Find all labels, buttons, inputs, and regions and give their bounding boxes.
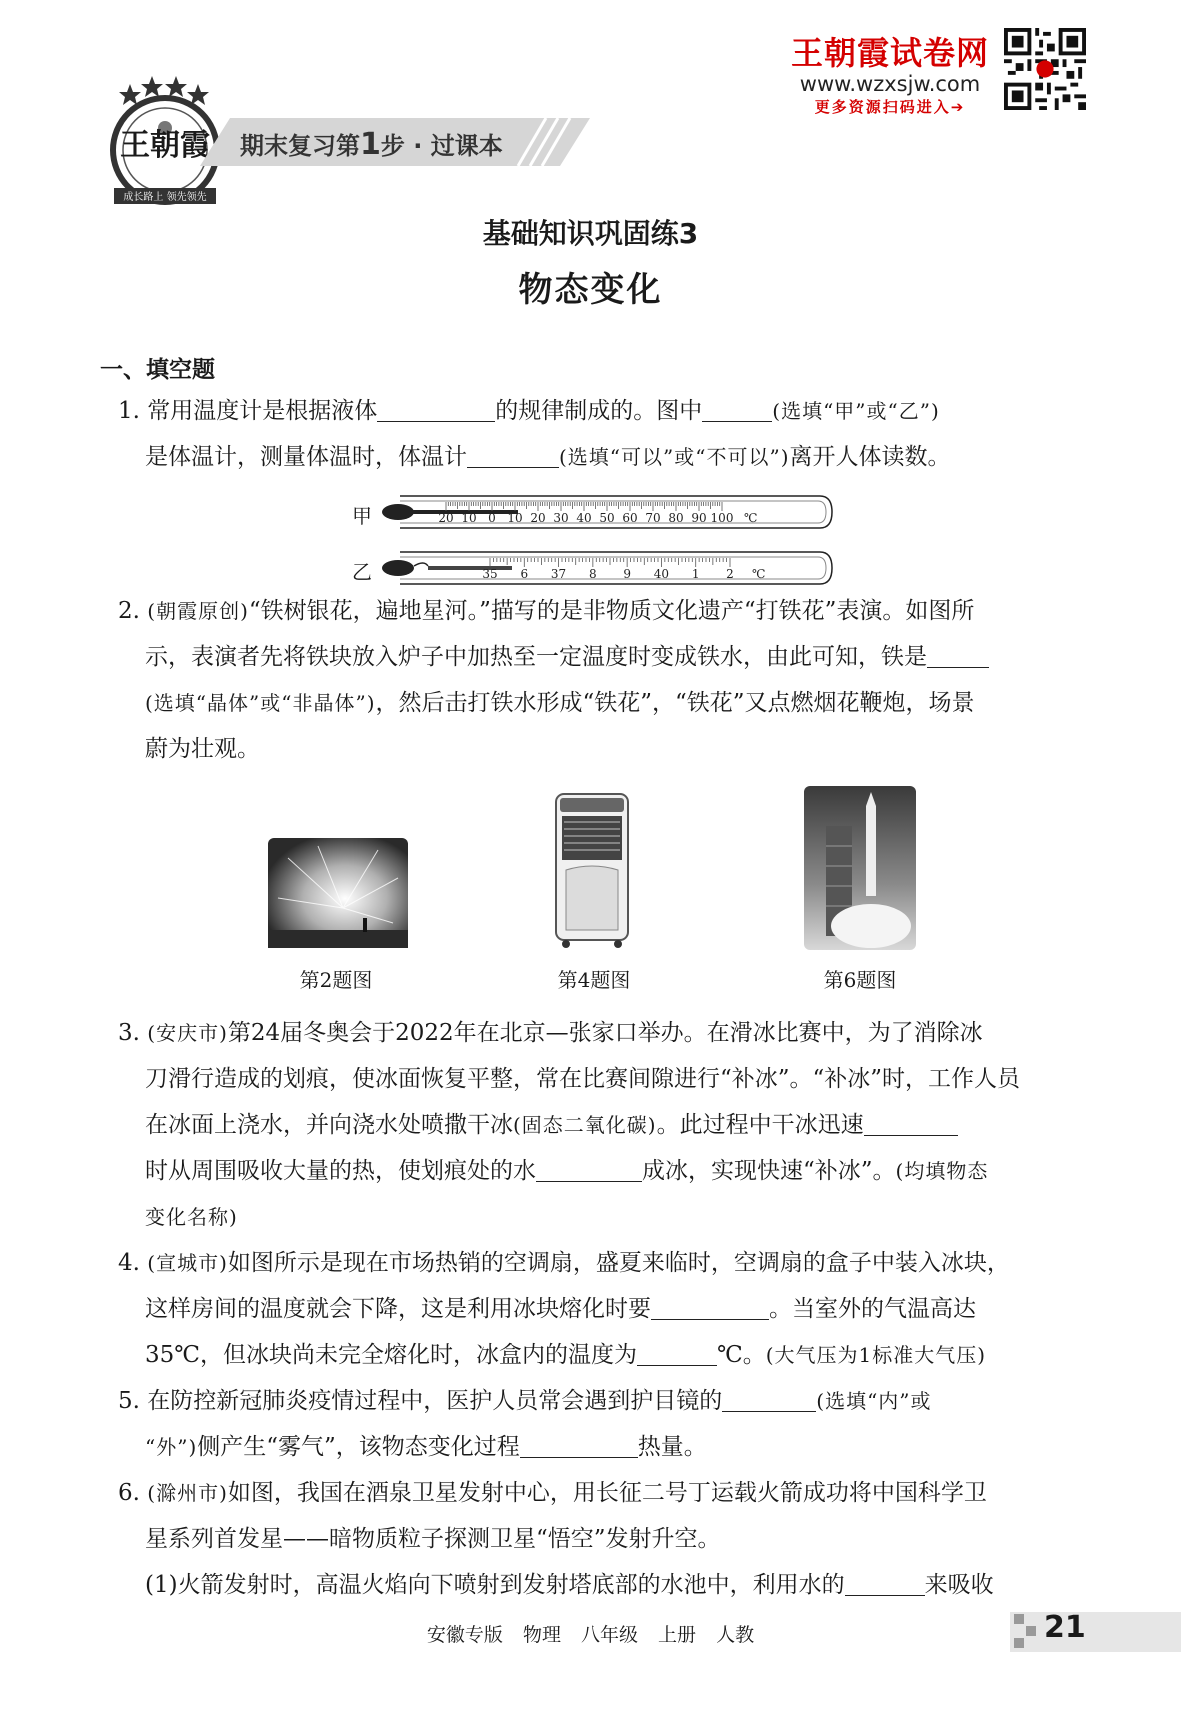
q5-text: 5. 在防控新冠肺炎疫情过程中，医护人员常会遇到护目镜的 xyxy=(118,1388,723,1414)
q3-text: 刀滑行造成的划痕，使冰面恢复平整，常在比赛间隙进行“补冰”。“补冰”时，工作人员 xyxy=(145,1066,1021,1092)
q3-blank1[interactable] xyxy=(864,1109,958,1136)
q2-line3 xyxy=(145,680,1070,726)
q3-number: 3. xyxy=(118,1020,148,1046)
q3-line3 xyxy=(145,1102,1070,1148)
q1-blank3[interactable] xyxy=(467,441,559,468)
q3-line2 xyxy=(145,1056,1070,1102)
page-corner-icon xyxy=(1014,1614,1038,1650)
thermometer-jia-tick-label: 80 xyxy=(668,511,684,525)
q1-text: 离开人体读数。 xyxy=(789,444,951,470)
figure6-caption: 第6题图 xyxy=(823,968,897,992)
q3-note: (固态二氧化碳) xyxy=(513,1113,657,1137)
brand-scan-text: 更多资源扫码进入➔ xyxy=(814,98,966,116)
q2-blank1[interactable] xyxy=(927,641,989,668)
q2-line2 xyxy=(145,634,1070,680)
figure2-caption: 第2题图 xyxy=(299,968,373,992)
thermometer-jia-tick-label: 70 xyxy=(645,511,661,525)
q4-text: 35℃，但冰块尚未完全熔化时，冰盒内的温度为 xyxy=(145,1342,637,1368)
thermometer-jia-tick-label: 10 xyxy=(461,511,477,525)
thermometer-jia-tick-label: 90 xyxy=(691,511,707,525)
air-cooler-photo xyxy=(552,790,632,950)
q2-text: 示，表演者先将铁块放入炉子中加热至一定温度时变成铁水，由此可知，铁是 xyxy=(145,644,927,670)
q3-text: 时从周围吸收大量的热，使划痕处的水 xyxy=(145,1158,536,1184)
q1-line2 xyxy=(145,434,1070,480)
q4-line2 xyxy=(145,1286,1070,1332)
thermometer-yi-tick-label: 2 xyxy=(726,567,734,581)
thermometer-yi-unit-label: ℃ xyxy=(752,567,766,581)
q1-text: 的规律制成的。图中 xyxy=(495,398,703,424)
q6-line3 xyxy=(145,1562,1070,1608)
logo-text: 王朝霞 xyxy=(120,128,210,163)
q6-text: (1)火箭发射时，高温火焰向下喷射到发射塔底部的水池中，利用水的 xyxy=(145,1572,845,1598)
q4-source: (宣城市) xyxy=(147,1251,228,1275)
banner-prefix: 期末复习第 xyxy=(240,132,360,160)
q3-text: 。此过程中干冰迅速 xyxy=(656,1112,864,1138)
q2-number: 2. xyxy=(118,598,148,624)
q6-line1 xyxy=(118,1470,1043,1516)
q5-note: (选填“内”或 xyxy=(816,1389,932,1413)
q1-note: (选填“可以”或“不可以”) xyxy=(559,445,790,469)
q3-line4 xyxy=(145,1148,1070,1194)
q2-source: (朝霞原创) xyxy=(147,599,249,623)
thermometer-jia-tick-label: 60 xyxy=(622,511,638,525)
step-banner-text xyxy=(240,126,503,162)
q2-text: ，然后击打铁水形成“铁花”，“铁花”又点燃烟花鞭炮，场景 xyxy=(375,690,975,716)
thermometer-jia-tick-label: 50 xyxy=(599,511,615,525)
q6-source: (滁州市) xyxy=(147,1481,228,1505)
brand-block[interactable] xyxy=(780,28,1000,117)
q4-text: 如图所示是现在市场热销的空调扇，盛夏来临时，空调扇的盒子中装入冰块， xyxy=(227,1250,1010,1276)
q1-blank2[interactable] xyxy=(702,395,772,422)
q4-text: 。当室外的气温高达 xyxy=(769,1296,976,1322)
thermometer-jia-label: 甲 xyxy=(352,504,372,528)
q6-number: 6. xyxy=(118,1480,148,1506)
figure4-caption: 第4题图 xyxy=(557,968,631,992)
footer-text: 安徽专版 物理 八年级 上册 人教 xyxy=(426,1624,755,1646)
q4-line3 xyxy=(145,1332,1070,1378)
banner-step: 1 xyxy=(360,127,381,162)
q6-text: 来吸收 xyxy=(924,1572,994,1598)
thermometer-jia-tick-label: 20 xyxy=(530,511,546,525)
thermometer-yi-label: 乙 xyxy=(352,560,372,584)
thermometer-yi-tick-label: 35 xyxy=(482,567,498,581)
thermometer-jia-tick-label: 0 xyxy=(488,511,496,525)
q4-blank1[interactable] xyxy=(651,1293,769,1320)
banner-suffix: 步 · 过课本 xyxy=(380,132,503,160)
q2-text: 蔚为壮观。 xyxy=(145,736,260,762)
thermometer-jia-unit-label: ℃ xyxy=(744,511,758,525)
subtitle: 基础知识巩固练3 xyxy=(482,217,699,250)
thermometer-yi-tick-label: 8 xyxy=(589,567,597,581)
q3-line1 xyxy=(118,1010,1043,1056)
page-title: 物态变化 xyxy=(518,270,663,310)
thermometer-jia-tick-label: 40 xyxy=(576,511,592,525)
q6-text: 星系列首发星——暗物质粒子探测卫星“悟空”发射升空。 xyxy=(145,1526,721,1552)
q1-note: (选填“甲”或“乙”) xyxy=(772,399,940,423)
q1-line1 xyxy=(118,388,1043,434)
brand-title: 王朝霞试卷网 xyxy=(790,34,989,72)
thermometer-yi-tick-label: 40 xyxy=(653,567,670,581)
q5-text: 热量。 xyxy=(637,1434,707,1460)
q4-text: ℃。 xyxy=(717,1342,766,1368)
thermometer-yi-tick-label: 37 xyxy=(550,567,567,581)
page-number: 21 xyxy=(1044,1610,1086,1645)
q3-source: (安庆市) xyxy=(147,1021,228,1045)
q5-line1 xyxy=(118,1378,1043,1424)
thermometers-figure xyxy=(380,490,840,600)
q4-blank2[interactable] xyxy=(637,1339,717,1366)
q6-line2 xyxy=(145,1516,1070,1562)
iron-flower-photo xyxy=(268,838,408,948)
q3-text: 第24届冬奥会于2022年在北京—张家口举办。在滑冰比赛中，为了消除冰 xyxy=(227,1020,983,1046)
q3-line5 xyxy=(145,1194,1070,1240)
q6-blank1[interactable] xyxy=(845,1569,925,1596)
brand-url[interactable]: www.wzxsjw.com xyxy=(799,72,981,96)
thermometer-yi-tick-label: 6 xyxy=(520,567,529,581)
q1-text: 1. 常用温度计是根据液体 xyxy=(118,398,378,424)
q2-line1 xyxy=(118,588,1043,634)
q1-text: 是体温计，测量体温时，体温计 xyxy=(145,444,467,470)
section-heading: 一、填空题 xyxy=(100,357,215,383)
q2-text: “铁树银花，遍地星河。”描写的是非物质文化遗产“打铁花”表演。如图所 xyxy=(248,598,975,624)
q5-note: “外”) xyxy=(145,1435,198,1459)
q3-note: 变化名称) xyxy=(145,1205,238,1229)
q5-blank1[interactable] xyxy=(722,1385,816,1412)
thermometer-jia-tick-label: 100 xyxy=(710,511,734,525)
q5-text: 侧产生“雾气”，该物态变化过程 xyxy=(197,1434,520,1460)
thermometer-jia-tick-label: 30 xyxy=(553,511,569,525)
q4-text: 这样房间的温度就会下降，这是利用冰块熔化时要 xyxy=(145,1296,651,1322)
q2-note: (选填“晶体”或“非晶体”) xyxy=(145,691,376,715)
q3-blank2[interactable] xyxy=(536,1155,642,1182)
q5-blank2[interactable] xyxy=(520,1431,638,1458)
thermometer-yi-tick-label: 9 xyxy=(623,567,631,581)
thermometer-jia-tick-label: 10 xyxy=(507,511,523,525)
q3-note: (均填物态 xyxy=(895,1159,989,1183)
q3-text: 成冰，实现快速“补冰”。 xyxy=(642,1158,896,1184)
q5-line2 xyxy=(145,1424,1070,1470)
thermometer-jia-tick-label: 20 xyxy=(438,511,454,525)
q4-number: 4. xyxy=(118,1250,148,1276)
q1-blank1[interactable] xyxy=(377,395,495,422)
rocket-launch-photo xyxy=(804,786,916,950)
q4-line1 xyxy=(118,1240,1043,1286)
q4-note: (大气压为1标准大气压) xyxy=(765,1343,987,1367)
q3-text: 在冰面上浇水，并向浇水处喷撒干冰 xyxy=(145,1112,513,1138)
thermometer-yi-tick-label: 1 xyxy=(691,567,700,581)
logo-slogan: 成长路上 领先领先 xyxy=(123,192,207,203)
qr-code-icon[interactable] xyxy=(1004,28,1086,110)
q6-text: 如图，我国在酒泉卫星发射中心，用长征二号丁运载火箭成功将中国科学卫 xyxy=(227,1480,987,1506)
q2-line4 xyxy=(145,726,1070,772)
